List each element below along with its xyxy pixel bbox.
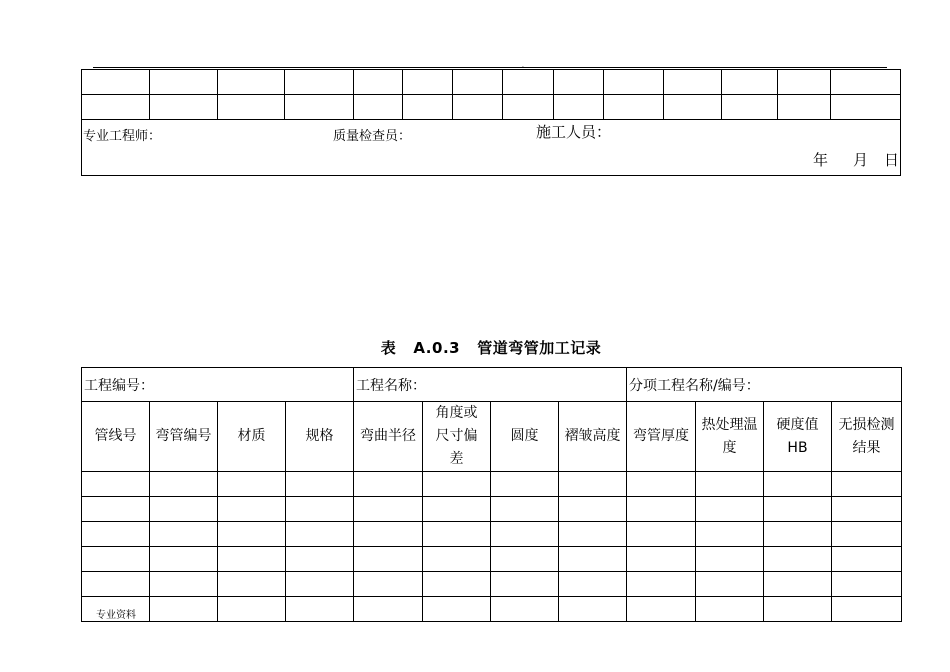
table-cell[interactable] xyxy=(218,70,285,95)
table-cell[interactable] xyxy=(627,597,696,622)
table-cell[interactable] xyxy=(491,547,559,572)
table-row xyxy=(82,472,902,497)
header-bend-thickness: 弯管厚度 xyxy=(627,402,696,472)
table-cell[interactable] xyxy=(627,572,696,597)
table-cell[interactable] xyxy=(286,472,354,497)
table-cell[interactable] xyxy=(423,547,491,572)
table-cell[interactable] xyxy=(764,572,832,597)
header-row xyxy=(82,402,902,472)
table-cell[interactable] xyxy=(82,95,150,120)
table-cell[interactable] xyxy=(218,572,286,597)
table-cell[interactable] xyxy=(354,497,423,522)
header-bend-no: 弯管编号 xyxy=(150,402,218,472)
engineer-label: 专业工程师： xyxy=(83,129,162,144)
table-cell[interactable] xyxy=(491,572,559,597)
table-cell[interactable] xyxy=(218,547,286,572)
table-cell[interactable] xyxy=(82,70,150,95)
header-dot: . xyxy=(522,62,524,69)
table-cell[interactable] xyxy=(832,497,902,522)
table-cell[interactable] xyxy=(722,70,777,95)
table-cell[interactable] xyxy=(832,522,902,547)
table-cell[interactable] xyxy=(452,70,502,95)
table-cell[interactable] xyxy=(218,597,286,622)
inspector-label: 质量检查员： xyxy=(333,129,412,144)
table-cell[interactable] xyxy=(150,95,218,120)
header-spec: 规格 xyxy=(286,402,354,472)
table-cell[interactable] xyxy=(354,472,423,497)
table-cell[interactable] xyxy=(559,472,627,497)
header-angle-deviation: 角度或尺寸偏差 xyxy=(423,402,491,472)
table-cell[interactable] xyxy=(554,70,604,95)
table-cell[interactable] xyxy=(82,547,150,572)
table-cell[interactable] xyxy=(696,472,764,497)
table-cell[interactable] xyxy=(664,70,722,95)
table-cell[interactable] xyxy=(696,547,764,572)
table-cell[interactable] xyxy=(696,497,764,522)
table-cell[interactable] xyxy=(150,472,218,497)
table-cell[interactable] xyxy=(354,572,423,597)
table-cell[interactable] xyxy=(452,95,502,120)
table-cell[interactable] xyxy=(696,572,764,597)
table-cell[interactable] xyxy=(423,597,491,622)
table-cell[interactable] xyxy=(502,95,553,120)
header-wrinkle-height: 褶皱高度 xyxy=(559,402,627,472)
table-cell[interactable] xyxy=(353,95,402,120)
pipe-bending-record-table xyxy=(81,367,902,622)
project-name-field[interactable]: 工程名称： xyxy=(354,368,627,402)
table-row xyxy=(82,70,901,95)
table-cell[interactable] xyxy=(150,572,218,597)
table-cell[interactable] xyxy=(286,522,354,547)
table-cell[interactable] xyxy=(764,547,832,572)
table-cell[interactable] xyxy=(286,597,354,622)
table-cell[interactable] xyxy=(604,70,664,95)
table-cell[interactable] xyxy=(627,497,696,522)
table-cell[interactable] xyxy=(218,497,286,522)
table-cell[interactable] xyxy=(777,95,830,120)
table-cell[interactable] xyxy=(82,497,150,522)
table-cell[interactable] xyxy=(285,70,353,95)
table-cell[interactable] xyxy=(764,522,832,547)
header-line xyxy=(93,67,887,68)
table-cell[interactable] xyxy=(423,572,491,597)
table-cell[interactable] xyxy=(627,522,696,547)
table-cell[interactable] xyxy=(423,472,491,497)
table-cell[interactable] xyxy=(423,497,491,522)
table-cell[interactable] xyxy=(764,597,832,622)
table-cell[interactable] xyxy=(82,522,150,547)
table-cell[interactable] xyxy=(285,95,353,120)
table-cell[interactable] xyxy=(832,547,902,572)
table-cell[interactable] xyxy=(150,597,218,622)
table-cell[interactable] xyxy=(423,522,491,547)
table-cell[interactable] xyxy=(150,547,218,572)
table-cell[interactable] xyxy=(491,497,559,522)
table-cell[interactable] xyxy=(150,497,218,522)
table-cell[interactable] xyxy=(832,597,902,622)
table-row xyxy=(82,497,902,522)
table-cell[interactable] xyxy=(830,95,900,120)
table-cell[interactable] xyxy=(354,597,423,622)
table-cell[interactable] xyxy=(832,472,902,497)
table-cell[interactable] xyxy=(696,597,764,622)
header-roundness: 圆度 xyxy=(491,402,559,472)
table-row xyxy=(82,572,902,597)
table-cell[interactable] xyxy=(832,572,902,597)
header-ndt-result: 无损检测结果 xyxy=(832,402,902,472)
table-cell[interactable] xyxy=(777,70,830,95)
table-cell[interactable] xyxy=(764,472,832,497)
previous-record-table xyxy=(81,69,901,176)
header-hardness-hb: 硬度值HB xyxy=(764,402,832,472)
footer-label: 专业资料 xyxy=(96,610,136,621)
table-cell[interactable] xyxy=(559,597,627,622)
table-cell[interactable] xyxy=(554,95,604,120)
table-row xyxy=(82,95,901,120)
table-cell[interactable] xyxy=(402,95,452,120)
table-cell[interactable] xyxy=(696,522,764,547)
table-cell[interactable] xyxy=(559,522,627,547)
signature-row xyxy=(82,120,901,176)
table-cell[interactable] xyxy=(354,522,423,547)
table-row xyxy=(82,597,902,622)
table-cell[interactable] xyxy=(830,70,900,95)
page-title: 表 A.0.3 管道弯管加工记录 xyxy=(380,339,602,357)
table-cell[interactable] xyxy=(627,472,696,497)
table-cell[interactable] xyxy=(627,547,696,572)
table-cell[interactable] xyxy=(722,95,777,120)
date-month-label: 月 xyxy=(853,151,869,169)
table-cell[interactable] xyxy=(559,497,627,522)
table-cell[interactable] xyxy=(491,597,559,622)
table-row xyxy=(82,522,902,547)
table-cell[interactable] xyxy=(82,472,150,497)
table-cell[interactable] xyxy=(559,547,627,572)
signature-cell xyxy=(82,120,901,176)
info-row xyxy=(82,368,902,402)
table-cell[interactable] xyxy=(150,522,218,547)
table-cell[interactable] xyxy=(150,70,218,95)
table-row xyxy=(82,547,902,572)
header-pipeline-no: 管线号 xyxy=(82,402,150,472)
table-cell[interactable] xyxy=(354,547,423,572)
header-bend-radius: 弯曲半径 xyxy=(354,402,423,472)
table-cell[interactable] xyxy=(218,472,286,497)
table-cell[interactable] xyxy=(491,522,559,547)
date-year-label: 年 xyxy=(813,151,829,169)
header-material: 材质 xyxy=(218,402,286,472)
table-cell[interactable] xyxy=(286,572,354,597)
project-number-field[interactable]: 工程编号： xyxy=(82,368,354,402)
table-cell[interactable] xyxy=(559,572,627,597)
table-cell[interactable] xyxy=(502,70,553,95)
table-cell[interactable] xyxy=(491,472,559,497)
table-cell[interactable] xyxy=(286,497,354,522)
table-cell[interactable] xyxy=(402,70,452,95)
sub-project-field[interactable]: 分项工程名称/编号： xyxy=(627,368,902,402)
table-cell[interactable] xyxy=(218,522,286,547)
date-day-label: 日 xyxy=(884,151,900,169)
table-cell[interactable] xyxy=(218,95,285,120)
constructor-label: 施工人员： xyxy=(536,123,612,141)
table-cell[interactable] xyxy=(286,547,354,572)
table-cell[interactable] xyxy=(604,95,664,120)
table-cell[interactable] xyxy=(353,70,402,95)
table-cell[interactable] xyxy=(82,572,150,597)
table-cell[interactable] xyxy=(664,95,722,120)
table-cell[interactable] xyxy=(764,497,832,522)
header-heat-treatment-temp: 热处理温度 xyxy=(696,402,764,472)
